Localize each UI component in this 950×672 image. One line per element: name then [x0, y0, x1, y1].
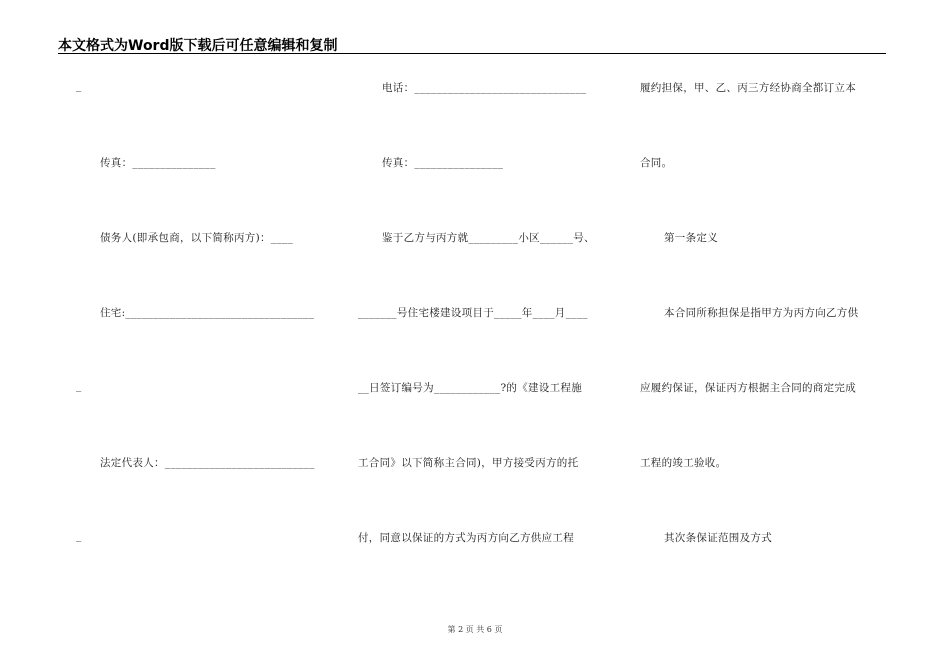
right-line-4: 本合同所称担保是指甲方为丙方向乙方供	[664, 307, 859, 319]
left-line-2: 传真：_______________	[100, 157, 216, 169]
header-rule	[58, 53, 886, 54]
middle-line-5: __日签订编号为____________?的《建设工程施	[358, 382, 583, 394]
right-line-2: 合同。	[640, 157, 673, 169]
page-number-footer: 第 2 页 共 6 页	[447, 625, 503, 634]
left-line-4: 住宅:__________________________________	[100, 307, 315, 319]
left-line-1: _	[76, 80, 82, 92]
right-line-5: 应履约保证，保证丙方根据主合同的商定完成	[640, 382, 856, 394]
right-line-6: 工程的竣工验收。	[640, 457, 727, 469]
middle-line-2: 传真：________________	[382, 157, 504, 169]
right-line-1: 履约担保，甲、乙、丙三方经协商全都订立本	[640, 82, 856, 94]
middle-line-1: 电话：_______________________________	[382, 82, 587, 94]
middle-line-6: 工合同》以下简称主合同)，甲方接受丙方的托	[358, 457, 579, 469]
right-line-3: 第一条定义	[664, 232, 718, 244]
left-line-5: _	[76, 380, 82, 392]
right-line-7: 其次条保证范围及方式	[664, 532, 772, 544]
left-line-3: 债务人(即承包商，以下简称丙方)：____	[100, 232, 293, 244]
document-header-title: 本文格式为Word版下载后可任意编辑和复制	[58, 38, 338, 54]
middle-line-3: 鉴于乙方与丙方就_________小区______号、	[382, 232, 595, 244]
left-line-6: 法定代表人：___________________________	[100, 457, 315, 469]
left-line-7: _	[76, 530, 82, 542]
middle-line-4: _______号住宅楼建设项目于_____年____月____	[358, 307, 588, 319]
middle-line-7: 付，同意以保证的方式为丙方向乙方供应工程	[358, 532, 574, 544]
